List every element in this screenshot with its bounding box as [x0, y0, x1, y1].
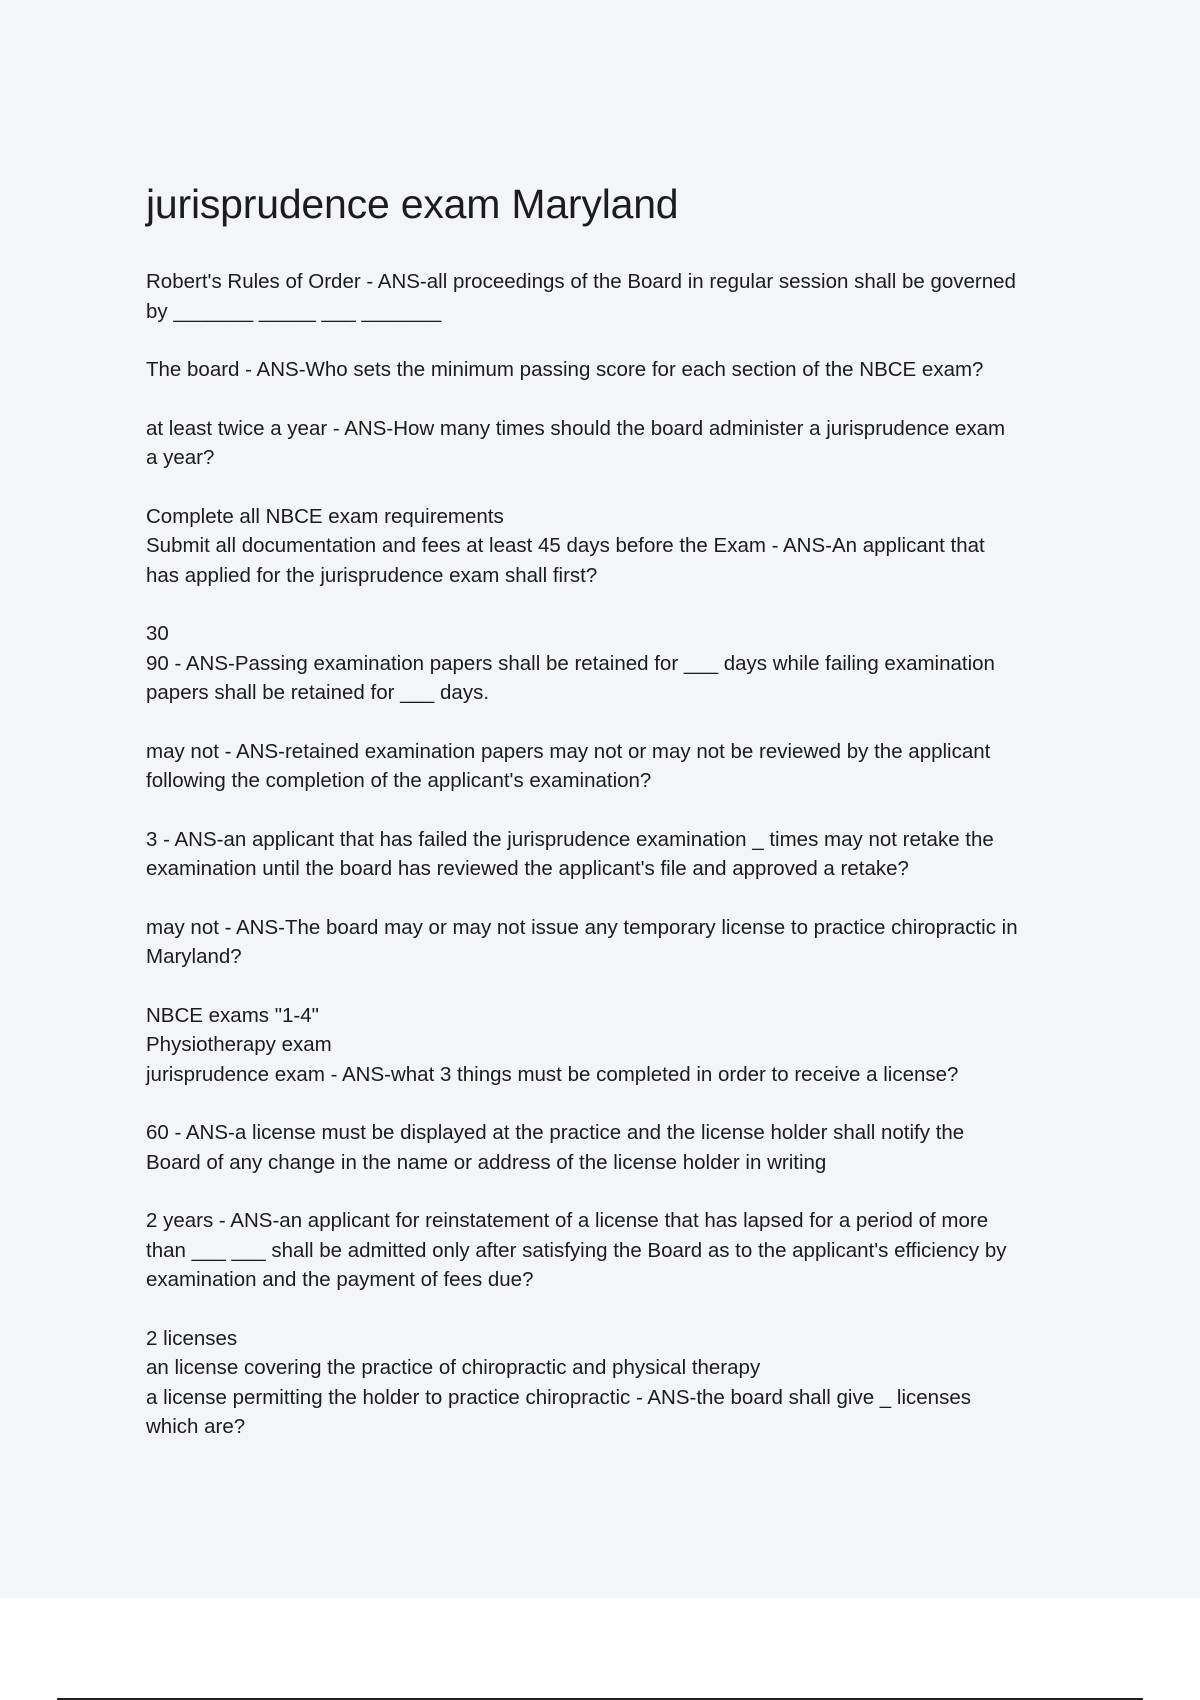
qa-line: 60 - ANS-a license must be displayed at the practice and the license holder shall notify the	[146, 1121, 965, 1145]
qa-line: Physiotherapy exam	[146, 1033, 332, 1057]
qa-line: examination and the payment of fees due?	[146, 1268, 534, 1292]
qa-line: 2 years - ANS-an applicant for reinstatement of a license that has lapsed for a period of more	[146, 1209, 989, 1233]
qa-line: 90 - ANS-Passing examination papers shall be retained for ___ days while failing examination	[146, 651, 995, 675]
qa-line: Submit all documentation and fees at least 45 days before the Exam - ANS-An applicant that	[146, 534, 985, 558]
document-title: jurisprudence exam Maryland	[146, 181, 679, 227]
qa-line: Complete all NBCE exam requirements	[146, 504, 504, 528]
qa-entry	[146, 1118, 1106, 1177]
qa-line: a license permitting the holder to practice chiropractic - ANS-the board shall give _ licenses	[146, 1385, 971, 1409]
qa-line: Robert's Rules of Order - ANS-all proceedings of the Board in regular session shall be governed	[146, 270, 1016, 294]
footer-divider	[57, 1698, 1143, 1700]
qa-line: at least twice a year - ANS-How many times should the board administer a jurisprudence exam	[146, 416, 1006, 440]
qa-entry	[146, 502, 1106, 591]
qa-entry	[146, 913, 1106, 972]
qa-line: an license covering the practice of chiropractic and physical therapy	[146, 1356, 761, 1380]
qa-entry	[146, 619, 1106, 708]
qa-line: a year?	[146, 446, 215, 470]
qa-entry	[146, 267, 1106, 326]
qa-line: Board of any change in the name or address of the license holder in writing	[146, 1150, 827, 1174]
qa-entry	[146, 414, 1106, 473]
qa-entry	[146, 1206, 1106, 1295]
qa-line: following the completion of the applicant's examination?	[146, 769, 652, 793]
qa-line: than ___ ___ shall be admitted only after satisfying the Board as to the applicant's efficiency by	[146, 1238, 1007, 1262]
qa-line: may not - ANS-retained examination papers may not or may not be reviewed by the applicant	[146, 739, 991, 763]
qa-line: Maryland?	[146, 945, 242, 969]
qa-line: which are?	[146, 1415, 246, 1439]
qa-line: by _______ _____ ___ _______	[146, 299, 442, 323]
qa-line: examination until the board has reviewed the applicant's file and approved a retake?	[146, 857, 909, 881]
qa-line: jurisprudence exam - ANS-what 3 things must be completed in order to receive a license?	[146, 1062, 959, 1086]
qa-line: 30	[146, 622, 169, 646]
qa-line: 3 - ANS-an applicant that has failed the jurisprudence examination _ times may not retake the	[146, 827, 994, 851]
qa-entry	[146, 737, 1106, 796]
qa-list	[146, 267, 1106, 1442]
qa-entry	[146, 1001, 1106, 1090]
qa-entry	[146, 1324, 1106, 1442]
qa-line: 2 licenses	[146, 1326, 238, 1350]
qa-line: may not - ANS-The board may or may not issue any temporary license to practice chiropractic in	[146, 915, 1018, 939]
qa-line: has applied for the jurisprudence exam shall first?	[146, 563, 598, 587]
qa-line: NBCE exams "1-4"	[146, 1003, 319, 1027]
qa-entry	[146, 825, 1106, 884]
qa-entry	[146, 355, 1106, 385]
qa-line: The board - ANS-Who sets the minimum passing score for each section of the NBCE exam?	[146, 358, 984, 382]
qa-line: papers shall be retained for ___ days.	[146, 681, 490, 705]
document-content	[146, 180, 1106, 1471]
